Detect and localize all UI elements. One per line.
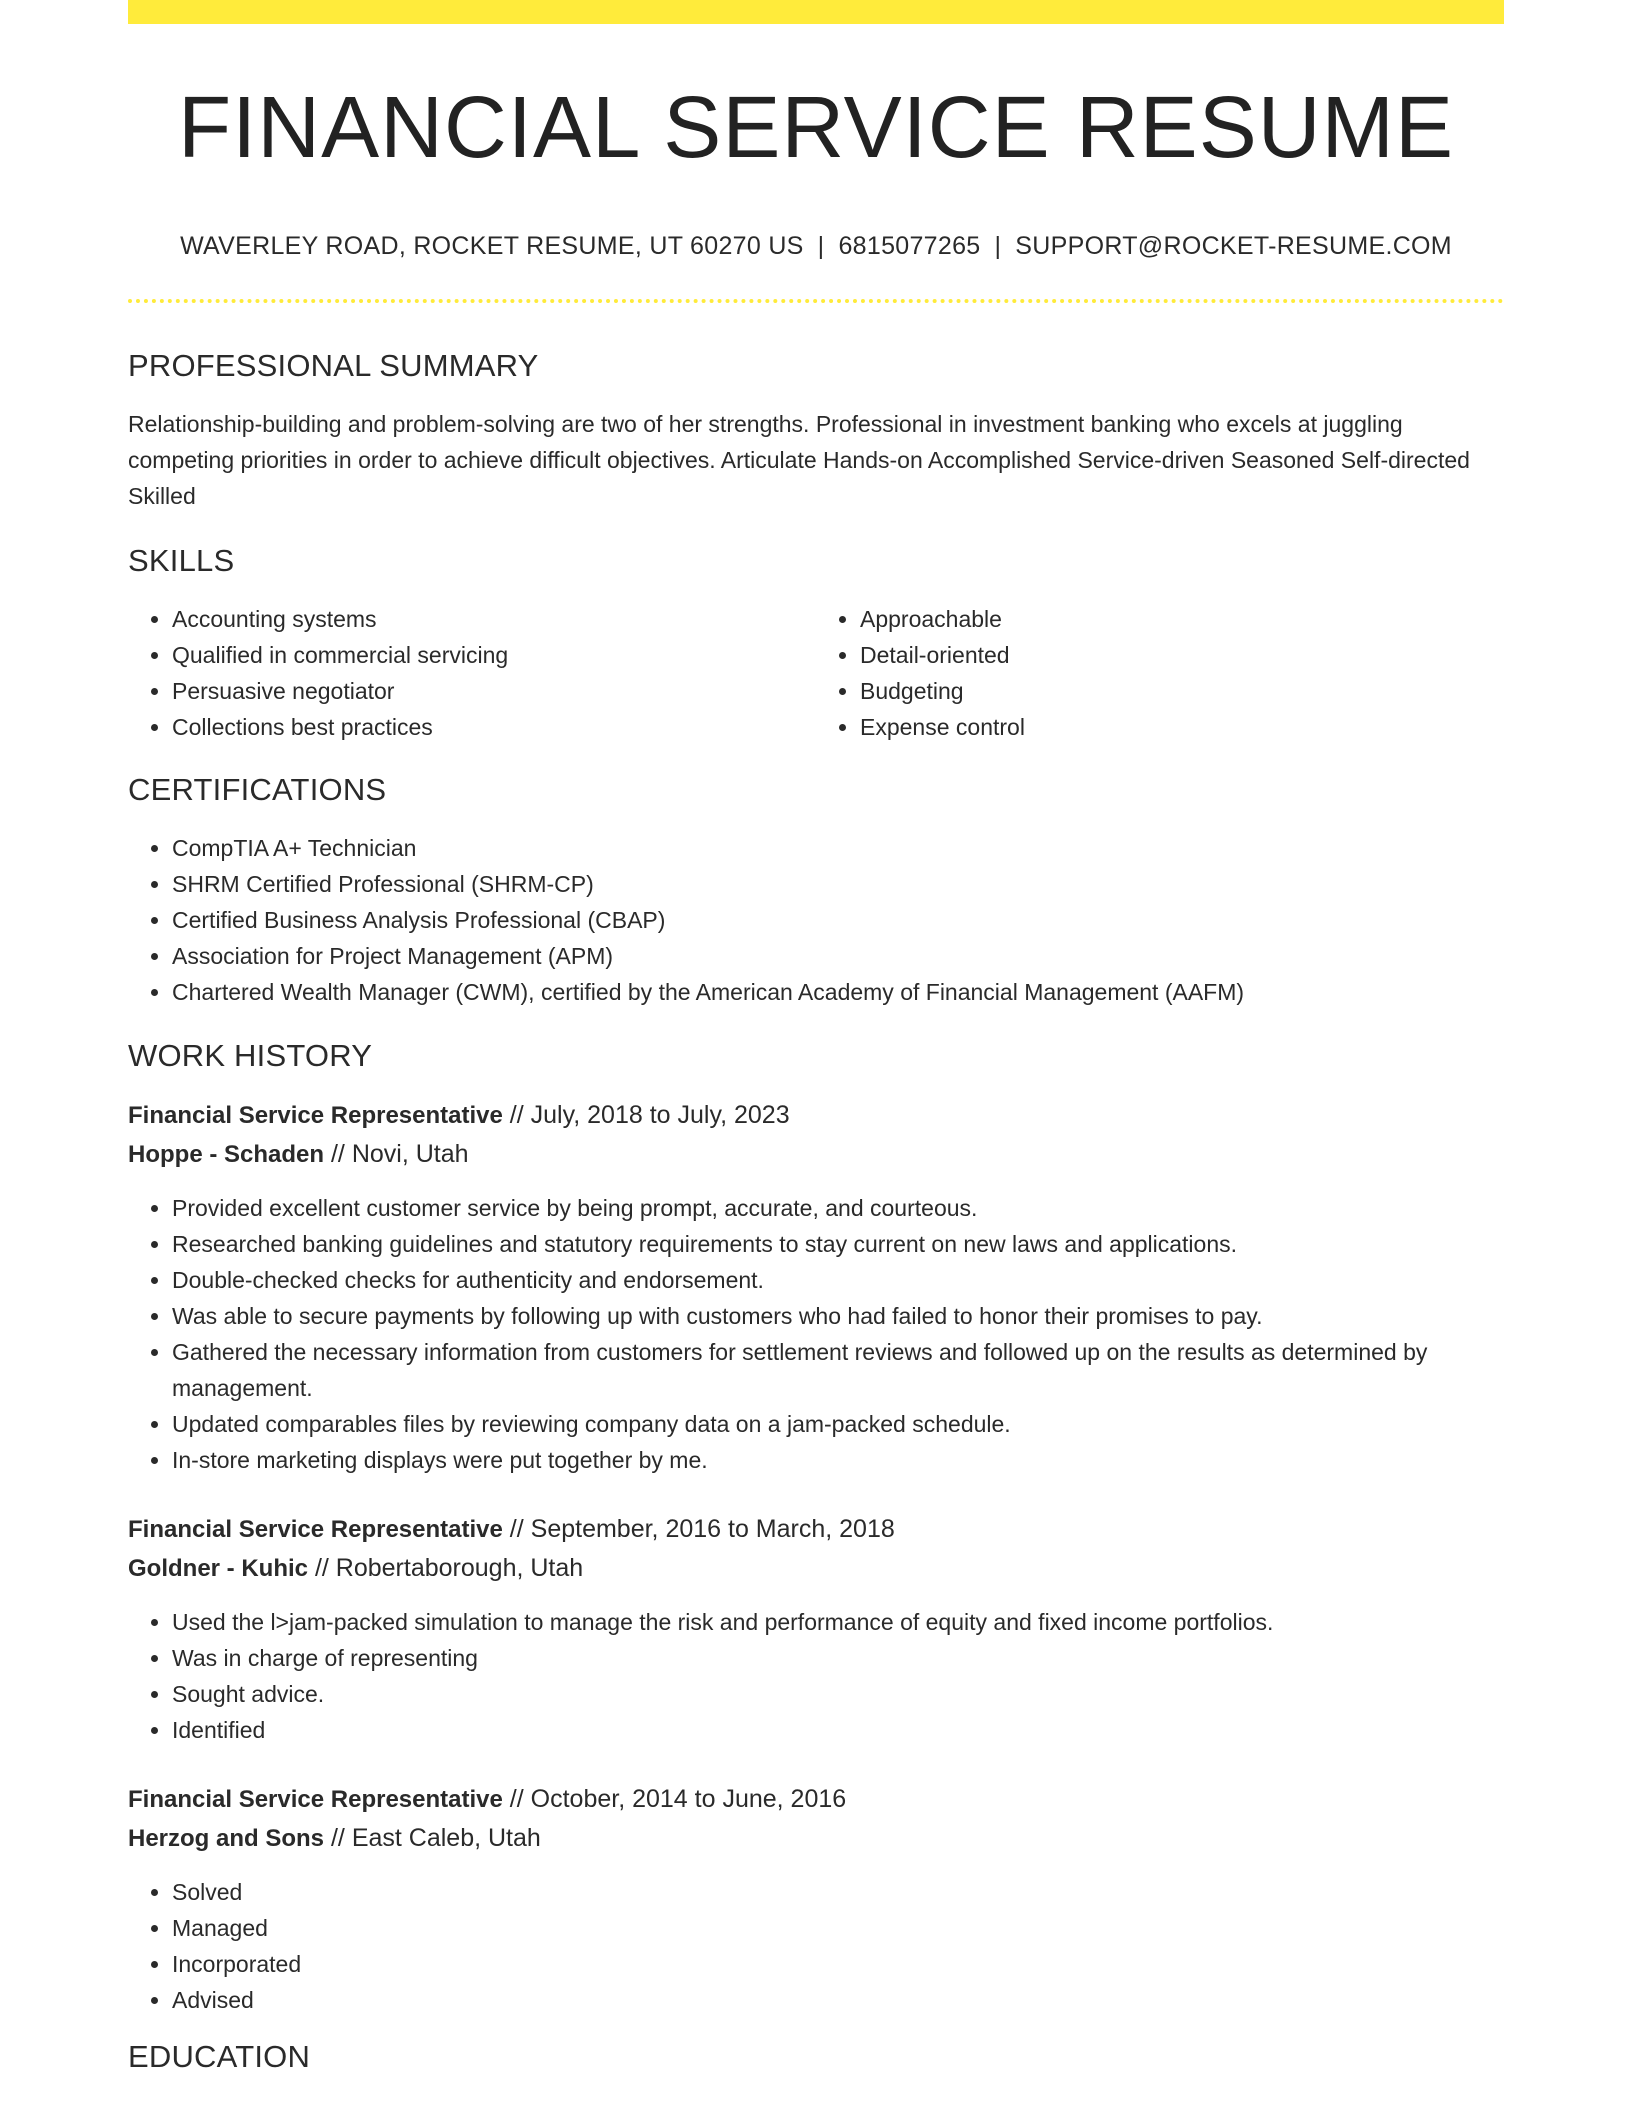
- skill-item: • Qualified in commercial servicing: [172, 637, 816, 673]
- skill-item: • Expense control: [860, 709, 1504, 745]
- summary-heading: PROFESSIONAL SUMMARY: [128, 347, 539, 383]
- skills-left-list: [128, 601, 816, 745]
- certifications-heading: CERTIFICATIONS: [128, 772, 387, 808]
- contact-line: [128, 232, 1504, 261]
- job-company-line: [128, 1819, 1504, 1858]
- job-bullet: • Was in charge of representing: [172, 1640, 1504, 1676]
- skill-item: • Detail-oriented: [860, 637, 1504, 673]
- job-company: Herzog and Sons: [128, 1825, 325, 1853]
- job-bullets: [128, 1190, 1504, 1478]
- skills-section: [128, 542, 1504, 745]
- job-bullet: • Solved: [172, 1874, 1504, 1910]
- skill-item: • Persuasive negotiator: [172, 673, 816, 709]
- skills-columns: [128, 601, 1504, 745]
- job-bullet: • Updated comparables files by reviewing company data on a jam-packed schedule.: [172, 1406, 1504, 1442]
- job-bullet: • Managed: [172, 1910, 1504, 1946]
- job-location: // East Caleb, Utah: [324, 1824, 541, 1853]
- certification-item: • Certified Business Analysis Professional (CBAP): [172, 902, 1504, 938]
- resume-page: [128, 0, 1504, 2076]
- work-history-section: [128, 1037, 1504, 2018]
- education-section: [128, 2038, 1504, 2075]
- certifications-section: [128, 771, 1504, 1010]
- job-bullet: • Advised: [172, 1982, 1504, 2018]
- job-bullet: • Used the l>jam-packed simulation to manage the risk and performance of equity and fixed income portfolios.: [172, 1604, 1504, 1640]
- job-bullets: [128, 1874, 1504, 2018]
- job-entry: [128, 1780, 1504, 2018]
- job-dates: // July, 2018 to July, 2023: [502, 1101, 790, 1130]
- contact-separator: |: [994, 231, 1002, 260]
- job-title: Financial Service Representative: [128, 1102, 503, 1130]
- summary-text: Relationship-building and problem-solving are two of her strengths. Professional in investment banking who excels at juggling competing priorities in order to achieve difficult objectives. Articulate Hands-on Accomplished Service-driven Seasoned Self-directed Skilled: [128, 410, 1470, 509]
- certification-item: • SHRM Certified Professional (SHRM-CP): [172, 866, 1504, 902]
- skill-item: • Approachable: [860, 601, 1504, 637]
- job-bullet: • Researched banking guidelines and statutory requirements to stay current on new laws and applications.: [172, 1226, 1504, 1262]
- job-entry: [128, 1510, 1504, 1748]
- job-title: Financial Service Representative: [128, 1786, 503, 1814]
- job-dates: // October, 2014 to June, 2016: [502, 1785, 847, 1814]
- job-bullets: [128, 1604, 1504, 1748]
- job-bullet: • Identified: [172, 1712, 1504, 1748]
- job-bullet: • Sought advice.: [172, 1676, 1504, 1712]
- job-title-line: [128, 1510, 1504, 1549]
- job-bullet: • In-store marketing displays were put together by me.: [172, 1442, 1504, 1478]
- skill-item: • Accounting systems: [172, 601, 816, 637]
- job-title: Financial Service Representative: [128, 1516, 503, 1544]
- job-bullet: • Double-checked checks for authenticity and endorsement.: [172, 1262, 1504, 1298]
- education-heading: EDUCATION: [128, 2039, 311, 2075]
- job-company-line: [128, 1549, 1504, 1588]
- summary-section: [128, 347, 1504, 514]
- contact-separator: |: [817, 231, 825, 260]
- dotted-divider: [128, 299, 1504, 303]
- skill-item: • Budgeting: [860, 673, 1504, 709]
- skills-right-list: [816, 601, 1504, 745]
- job-bullet: • Provided excellent customer service by being prompt, accurate, and courteous.: [172, 1190, 1504, 1226]
- skill-item: • Collections best practices: [172, 709, 816, 745]
- certification-item: • CompTIA A+ Technician: [172, 830, 1504, 866]
- job-location: // Novi, Utah: [324, 1140, 469, 1169]
- job-dates: // September, 2016 to March, 2018: [502, 1515, 895, 1544]
- job-company: Hoppe - Schaden: [128, 1141, 325, 1169]
- resume-title: FINANCIAL SERVICE RESUME: [177, 79, 1455, 176]
- top-accent-bar: [128, 0, 1504, 24]
- job-entry: [128, 1096, 1504, 1478]
- contact-email: SUPPORT@ROCKET-RESUME.COM: [1015, 231, 1452, 260]
- job-bullet: • Was able to secure payments by following up with customers who had failed to honor their promises to pay.: [172, 1298, 1504, 1334]
- job-location: // Robertaborough, Utah: [308, 1554, 584, 1583]
- certifications-list: [128, 830, 1504, 1010]
- job-bullet: • Incorporated: [172, 1946, 1504, 1982]
- job-company: Goldner - Kuhic: [128, 1555, 308, 1583]
- work-history-heading: WORK HISTORY: [128, 1038, 373, 1074]
- certification-item: • Chartered Wealth Manager (CWM), certified by the American Academy of Financial Management (AAFM): [172, 974, 1504, 1010]
- job-title-line: [128, 1096, 1504, 1135]
- contact-phone: 6815077265: [838, 231, 981, 260]
- certification-item: • Association for Project Management (APM): [172, 938, 1504, 974]
- contact-address: WAVERLEY ROAD, ROCKET RESUME, UT 60270 US: [180, 231, 804, 260]
- job-company-line: [128, 1135, 1504, 1174]
- job-bullet: • Gathered the necessary information from customers for settlement reviews and followed up on the results as determined by management.: [172, 1334, 1504, 1406]
- skills-heading: SKILLS: [128, 542, 235, 578]
- job-title-line: [128, 1780, 1504, 1819]
